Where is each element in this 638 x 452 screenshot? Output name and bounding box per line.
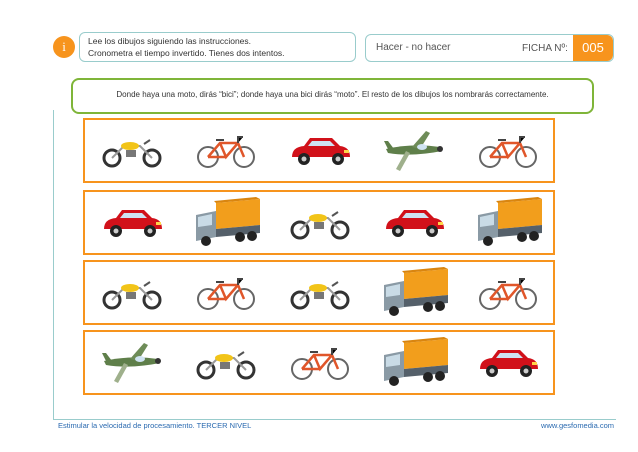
- bottom-rule: [53, 419, 616, 420]
- motorcycle-icon: [85, 120, 179, 181]
- left-rule: [53, 110, 54, 420]
- motorcycle-icon: [179, 332, 273, 393]
- car-icon: [85, 192, 179, 253]
- grid-row: [83, 330, 555, 395]
- bicycle-icon: [461, 120, 555, 181]
- footer-right: www.gesfomedia.com: [541, 421, 614, 430]
- truck-icon: [179, 192, 273, 253]
- grid-row: [83, 190, 555, 255]
- car-icon: [273, 120, 367, 181]
- airplane-icon: [85, 332, 179, 393]
- info-icon: i: [53, 36, 75, 58]
- header: [53, 32, 616, 62]
- motorcycle-icon: [273, 192, 367, 253]
- picture-grid: [83, 118, 555, 394]
- grid-row: [83, 118, 555, 183]
- motorcycle-icon: [85, 262, 179, 323]
- bicycle-icon: [273, 332, 367, 393]
- motorcycle-icon: [273, 262, 367, 323]
- instruction-line-2: Cronometra el tiempo invertido. Tienes dos intentos.: [88, 48, 285, 58]
- title-box: [365, 34, 614, 62]
- instruction-banner: [71, 78, 594, 114]
- banner-text: Donde haya una moto, dirás “bici”; donde haya una bici dirás “moto”. El resto de los dibujos los nombrarás correctamente.: [116, 90, 549, 99]
- footer-left: Estimular la velocidad de procesamiento. TERCER NIVEL: [58, 421, 252, 430]
- truck-icon: [461, 192, 555, 253]
- bicycle-icon: [179, 120, 273, 181]
- worksheet-title: Hacer - no hacer: [376, 42, 451, 53]
- car-icon: [367, 192, 461, 253]
- car-icon: [461, 332, 555, 393]
- grid-row: [83, 260, 555, 325]
- ficha-number: 005: [573, 35, 613, 61]
- instruction-line-1: Lee los dibujos siguiendo las instrucciones.: [88, 36, 252, 46]
- truck-icon: [367, 262, 461, 323]
- bicycle-icon: [461, 262, 555, 323]
- airplane-icon: [367, 120, 461, 181]
- bicycle-icon: [179, 262, 273, 323]
- truck-icon: [367, 332, 461, 393]
- ficha-label: FICHA Nº:: [522, 43, 568, 54]
- instructions-box: [79, 32, 356, 62]
